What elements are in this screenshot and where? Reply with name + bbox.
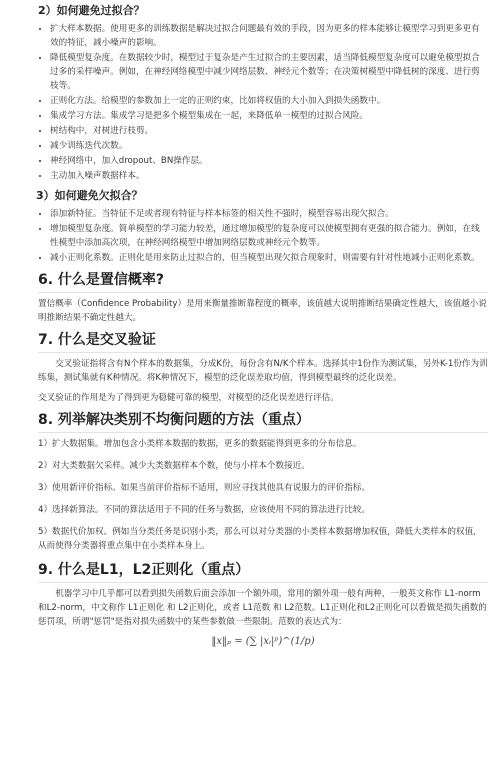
list-item: • 扩大样本数据。使用更多的训练数据是解决过拟合问题最有效的手段，因为更多的样本能够让模型学习到更多更有效的特征，减小噪声的影响。: [50, 22, 488, 50]
list-item: • 集成学习方法。集成学习是把多个模型集成在一起，来降低单一模型的过拟合风险。: [50, 109, 488, 123]
section-2-heading: 2）如何避免过拟合？: [38, 4, 145, 17]
section-6-text: 置信概率（Confidence Probability）是用来衡量推断靠程度的概率，该值越大说明推断结果确定性越大，该值越小说明推断结果不确定性越大。: [38, 299, 487, 323]
section-7-paragraph-2: 交叉验证的作用是为了得到更为稳健可靠的模型，对模型的泛化误差进行评估。: [38, 393, 339, 403]
section-9-heading: 9. 什么是L1，L2正则化（重点）: [38, 561, 488, 583]
list-item: • 增加模型复杂度。简单模型的学习能力较差，通过增加模型的复杂度可以使模型拥有更强的拟合能力。例如，在线性模型中添加高次项，在神经网络模型中增加网络层数或神经元个数等。: [50, 222, 488, 250]
list-item: • 树结构中，对树进行枝剪。: [50, 124, 488, 138]
numbered-item: 5）数据代价加权。例如当分类任务是识别小类，那么可以对分类器的小类样本数据增加权值，降低大类样本的权值，从而使得分类器将重点集中在小类样本身上。: [38, 527, 482, 551]
section-7-heading: 7. 什么是交叉验证: [38, 331, 488, 353]
section-6-heading: 6. 什么是置信概率?: [38, 271, 488, 293]
overfitting-list: [38, 22, 488, 183]
numbered-item: 2）对大类数据欠采样。减少大类数据样本个数，使与小样本个数接近。: [38, 461, 310, 471]
norm-formula: ‖x‖ₚ = (∑ |xᵢ|ᵖ)^(1/p): [211, 636, 315, 647]
section-8-heading: 8. 列举解决类别不均衡问题的方法（重点）: [38, 411, 488, 433]
numbered-item: 3）使用新评价指标。如果当前评价指标不适用，则应寻找其他具有说服力的评价指标。: [38, 483, 371, 493]
list-item: • 降低模型复杂度。在数据较少时，模型过于复杂是产生过拟合的主要因素，适当降低模型复杂度可以避免模型拟合过多的采样噪声。例如，在神经网络模型中减少网络层数、神经元个数等；在决策树模型中降低树的深度、进行剪枝等。: [50, 51, 488, 93]
list-item: • 减小正则化系数。正则化是用来防止过拟合的，但当模型出现欠拟合现象时，则需要有针对性地减小正则化系数。: [50, 251, 488, 265]
list-item: • 减少训练迭代次数。: [50, 139, 488, 153]
section-3-heading: 3）如何避免欠拟合？: [36, 189, 143, 202]
list-item: • 主动加入噪声数据样本。: [50, 169, 488, 183]
numbered-item: 1）扩大数据集。增加包含小类样本数据的数据，更多的数据能得到更多的分布信息。: [38, 439, 362, 449]
list-item: • 神经网络中，加入dropout、BN操作层。: [50, 154, 488, 168]
section-7-paragraph-1: 交叉验证指将含有N个样本的数据集，分成K份，每份含有N/K个样本。选择其中1份作为测试集，另外K-1份作为训练集，测试集就有K种情况。将K种情况下，模型的泛化误差取均值，得到模型最终的泛化误差。: [38, 359, 488, 383]
numbered-item: 4）选择新算法。不同的算法适用于不同的任务与数据，应该使用不同的算法进行比较。: [38, 505, 371, 515]
section-9-text: 机器学习中几乎都可以看到损失函数后面会添加一个额外项，常用的额外项一般有两种，一般英文称作 L1-norm 和L2-norm，中文称作 L1正则化 和 L2正则化，或者 L1范数 和 L2范数。L1正则化和L2正则化可以看做是损失函数的惩罚项，所谓"惩罚"是指对损失函数中的某些参数做一些限制。范数的表达式为：: [38, 589, 487, 627]
list-item: • 添加新特征。当特征不足或者现有特征与样本标签的相关性不强时，模型容易出现欠拟合。: [50, 207, 488, 221]
underfitting-list: [38, 207, 488, 265]
list-item: • 正则化方法。给模型的参数加上一定的正则约束，比如将权值的大小加入到损失函数中。: [50, 94, 488, 108]
